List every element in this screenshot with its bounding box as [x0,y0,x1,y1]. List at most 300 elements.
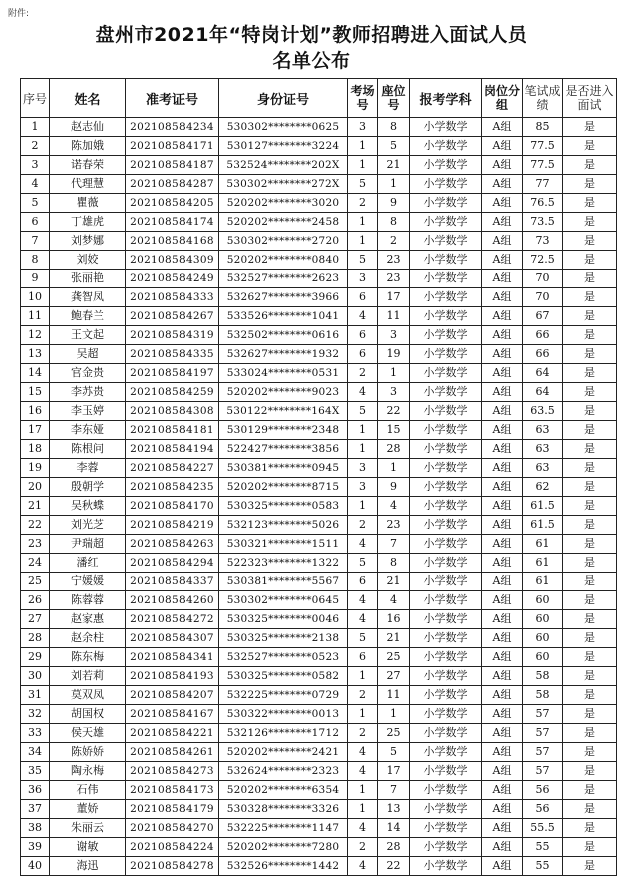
cell-score: 64 [523,364,563,383]
cell-seat: 25 [378,648,410,667]
cell-score: 57 [523,705,563,724]
cell-seat: 17 [378,761,410,780]
cell-interview: 是 [563,345,617,364]
cell-score: 72.5 [523,250,563,269]
table-row [21,212,617,231]
cell-score: 67 [523,307,563,326]
cell-group: A组 [482,458,523,477]
cell-id-no: 520202********3020 [219,193,348,212]
cell-seat: 5 [378,136,410,155]
cell-name: 张丽艳 [50,269,126,288]
cell-subject: 小学数学 [410,136,482,155]
cell-group: A组 [482,534,523,553]
cell-score: 58 [523,667,563,686]
cell-name: 龚智凤 [50,288,126,307]
cell-exam-no: 202108584319 [126,326,219,345]
cell-id-no: 530381********0945 [219,458,348,477]
cell-seq: 30 [21,667,50,686]
cell-room: 4 [348,591,378,610]
cell-seq: 7 [21,231,50,250]
cell-id-no: 532123********5026 [219,515,348,534]
cell-seq: 15 [21,383,50,402]
table-row [21,288,617,307]
header-id-no: 身份证号 [219,79,348,118]
cell-group: A组 [482,629,523,648]
cell-seat: 9 [378,193,410,212]
cell-subject: 小学数学 [410,780,482,799]
cell-exam-no: 202108584335 [126,345,219,364]
cell-name: 吴秋蝶 [50,496,126,515]
cell-exam-no: 202108584167 [126,705,219,724]
table-row [21,837,617,856]
header-interview: 是否进入面试 [563,79,617,118]
cell-group: A组 [482,742,523,761]
cell-interview: 是 [563,572,617,591]
cell-room: 3 [348,269,378,288]
cell-group: A组 [482,250,523,269]
cell-seq: 40 [21,856,50,875]
cell-subject: 小学数学 [410,742,482,761]
cell-group: A组 [482,118,523,137]
cell-subject: 小学数学 [410,269,482,288]
header-score: 笔试成绩 [523,79,563,118]
cell-subject: 小学数学 [410,155,482,174]
table-row [21,856,617,875]
cell-seq: 38 [21,818,50,837]
cell-seat: 19 [378,345,410,364]
cell-subject: 小学数学 [410,364,482,383]
cell-interview: 是 [563,402,617,421]
cell-name: 刘姣 [50,250,126,269]
cell-interview: 是 [563,724,617,743]
cell-group: A组 [482,837,523,856]
cell-interview: 是 [563,118,617,137]
cell-seat: 25 [378,724,410,743]
header-room: 考场号 [348,79,378,118]
cell-name: 陈娇娇 [50,742,126,761]
table-row [21,231,617,250]
cell-seq: 4 [21,174,50,193]
cell-room: 2 [348,837,378,856]
cell-score: 61.5 [523,496,563,515]
cell-room: 3 [348,458,378,477]
cell-score: 63 [523,439,563,458]
cell-name: 陈蓉蓉 [50,591,126,610]
cell-score: 60 [523,591,563,610]
cell-interview: 是 [563,648,617,667]
cell-seq: 32 [21,705,50,724]
cell-exam-no: 202108584249 [126,269,219,288]
cell-seq: 11 [21,307,50,326]
cell-seq: 12 [21,326,50,345]
cell-seq: 34 [21,742,50,761]
cell-interview: 是 [563,553,617,572]
cell-id-no: 530322********0013 [219,705,348,724]
cell-id-no: 532627********1932 [219,345,348,364]
cell-room: 5 [348,402,378,421]
cell-subject: 小学数学 [410,648,482,667]
cell-id-no: 532225********1147 [219,818,348,837]
cell-subject: 小学数学 [410,856,482,875]
cell-name: 谢敏 [50,837,126,856]
cell-group: A组 [482,667,523,686]
cell-seq: 5 [21,193,50,212]
cell-score: 60 [523,629,563,648]
cell-interview: 是 [563,742,617,761]
cell-name: 官金贵 [50,364,126,383]
cell-room: 1 [348,439,378,458]
cell-seat: 22 [378,856,410,875]
cell-exam-no: 202108584307 [126,629,219,648]
cell-room: 3 [348,477,378,496]
cell-score: 55.5 [523,818,563,837]
cell-score: 66 [523,326,563,345]
cell-subject: 小学数学 [410,174,482,193]
table-row [21,780,617,799]
cell-name: 董娇 [50,799,126,818]
table-row [21,686,617,705]
table-row [21,345,617,364]
table-row [21,667,617,686]
cell-name: 侯天雄 [50,724,126,743]
cell-subject: 小学数学 [410,724,482,743]
cell-subject: 小学数学 [410,761,482,780]
cell-interview: 是 [563,326,617,345]
cell-score: 61.5 [523,515,563,534]
cell-seat: 1 [378,458,410,477]
cell-exam-no: 202108584261 [126,742,219,761]
table-row [21,421,617,440]
cell-name: 赵余柱 [50,629,126,648]
cell-seq: 18 [21,439,50,458]
cell-name: 丁雄虎 [50,212,126,231]
cell-room: 5 [348,174,378,193]
cell-id-no: 532126********1712 [219,724,348,743]
cell-subject: 小学数学 [410,250,482,269]
cell-id-no: 533024********0531 [219,364,348,383]
table-row [21,761,617,780]
cell-room: 1 [348,799,378,818]
cell-name: 李玉婷 [50,402,126,421]
cell-subject: 小学数学 [410,326,482,345]
cell-score: 77.5 [523,155,563,174]
cell-group: A组 [482,307,523,326]
cell-score: 73.5 [523,212,563,231]
cell-subject: 小学数学 [410,421,482,440]
cell-exam-no: 202108584270 [126,818,219,837]
cell-interview: 是 [563,307,617,326]
cell-seat: 4 [378,591,410,610]
cell-interview: 是 [563,591,617,610]
cell-interview: 是 [563,155,617,174]
cell-interview: 是 [563,515,617,534]
cell-name: 李东娅 [50,421,126,440]
cell-group: A组 [482,364,523,383]
cell-group: A组 [482,686,523,705]
cell-subject: 小学数学 [410,799,482,818]
table-row [21,383,617,402]
table-row [21,118,617,137]
cell-exam-no: 202108584187 [126,155,219,174]
cell-subject: 小学数学 [410,667,482,686]
cell-id-no: 520202********6354 [219,780,348,799]
cell-name: 代理慧 [50,174,126,193]
cell-name: 王文起 [50,326,126,345]
cell-id-no: 520202********8715 [219,477,348,496]
table-row [21,307,617,326]
cell-exam-no: 202108584273 [126,761,219,780]
table-row [21,648,617,667]
cell-subject: 小学数学 [410,553,482,572]
cell-exam-no: 202108584309 [126,250,219,269]
table-row [21,250,617,269]
cell-seat: 13 [378,799,410,818]
cell-id-no: 520202********7280 [219,837,348,856]
cell-id-no: 530381********5567 [219,572,348,591]
cell-seq: 3 [21,155,50,174]
cell-group: A组 [482,155,523,174]
cell-seat: 9 [378,477,410,496]
cell-seat: 23 [378,515,410,534]
cell-seq: 21 [21,496,50,515]
table-row [21,515,617,534]
cell-subject: 小学数学 [410,383,482,402]
cell-group: A组 [482,799,523,818]
cell-exam-no: 202108584272 [126,610,219,629]
cell-exam-no: 202108584267 [126,307,219,326]
cell-id-no: 520202********9023 [219,383,348,402]
cell-score: 60 [523,610,563,629]
cell-group: A组 [482,610,523,629]
table-row [21,742,617,761]
cell-interview: 是 [563,364,617,383]
cell-group: A组 [482,761,523,780]
cell-exam-no: 202108584171 [126,136,219,155]
cell-subject: 小学数学 [410,705,482,724]
cell-exam-no: 202108584227 [126,458,219,477]
cell-interview: 是 [563,477,617,496]
cell-interview: 是 [563,818,617,837]
cell-seq: 36 [21,780,50,799]
cell-room: 1 [348,780,378,799]
cell-seq: 25 [21,572,50,591]
cell-group: A组 [482,572,523,591]
cell-subject: 小学数学 [410,307,482,326]
cell-score: 58 [523,686,563,705]
cell-name: 殷朝学 [50,477,126,496]
cell-id-no: 532225********0729 [219,686,348,705]
table-row [21,458,617,477]
cell-room: 1 [348,705,378,724]
cell-name: 刘光芝 [50,515,126,534]
cell-seat: 7 [378,534,410,553]
cell-score: 66 [523,345,563,364]
cell-room: 6 [348,326,378,345]
cell-score: 63 [523,458,563,477]
cell-interview: 是 [563,761,617,780]
cell-seat: 17 [378,288,410,307]
cell-seat: 11 [378,307,410,326]
cell-exam-no: 202108584197 [126,364,219,383]
cell-seq: 22 [21,515,50,534]
table-row [21,724,617,743]
cell-group: A组 [482,345,523,364]
cell-group: A组 [482,136,523,155]
cell-group: A组 [482,174,523,193]
cell-score: 57 [523,761,563,780]
cell-seat: 8 [378,553,410,572]
table-row [21,534,617,553]
cell-subject: 小学数学 [410,572,482,591]
cell-exam-no: 202108584260 [126,591,219,610]
cell-room: 1 [348,667,378,686]
header-group: 岗位分组 [482,79,523,118]
cell-interview: 是 [563,496,617,515]
cell-group: A组 [482,591,523,610]
cell-seat: 21 [378,155,410,174]
cell-score: 61 [523,553,563,572]
cell-seat: 28 [378,837,410,856]
cell-subject: 小学数学 [410,288,482,307]
cell-seq: 33 [21,724,50,743]
cell-group: A组 [482,705,523,724]
cell-room: 4 [348,307,378,326]
cell-id-no: 533526********1041 [219,307,348,326]
cell-interview: 是 [563,799,617,818]
cell-seq: 26 [21,591,50,610]
cell-score: 61 [523,572,563,591]
page-title: 盘州市2021年“特岗计划”教师招聘进入面试人员 [95,24,528,46]
cell-exam-no: 202108584263 [126,534,219,553]
cell-name: 李苏贵 [50,383,126,402]
cell-group: A组 [482,439,523,458]
cell-seq: 37 [21,799,50,818]
cell-name: 陶永梅 [50,761,126,780]
cell-interview: 是 [563,421,617,440]
cell-seq: 31 [21,686,50,705]
cell-seq: 16 [21,402,50,421]
table-row [21,553,617,572]
cell-subject: 小学数学 [410,193,482,212]
cell-interview: 是 [563,686,617,705]
table-row [21,364,617,383]
table-row [21,477,617,496]
cell-id-no: 530302********0625 [219,118,348,137]
cell-subject: 小学数学 [410,496,482,515]
cell-exam-no: 202108584294 [126,553,219,572]
cell-score: 77.5 [523,136,563,155]
cell-score: 55 [523,856,563,875]
cell-group: A组 [482,193,523,212]
cell-id-no: 530325********0582 [219,667,348,686]
table-row [21,496,617,515]
cell-exam-no: 202108584341 [126,648,219,667]
cell-interview: 是 [563,250,617,269]
header-exam-no: 准考证号 [126,79,219,118]
cell-interview: 是 [563,136,617,155]
cell-exam-no: 202108584337 [126,572,219,591]
cell-id-no: 530302********2720 [219,231,348,250]
cell-subject: 小学数学 [410,686,482,705]
cell-room: 2 [348,193,378,212]
cell-name: 诺春荣 [50,155,126,174]
cell-name: 陈加娥 [50,136,126,155]
cell-id-no: 530325********0046 [219,610,348,629]
cell-score: 73 [523,231,563,250]
cell-group: A组 [482,496,523,515]
cell-seq: 35 [21,761,50,780]
cell-score: 55 [523,837,563,856]
cell-interview: 是 [563,231,617,250]
table-header-row [21,79,617,118]
cell-seat: 1 [378,364,410,383]
cell-id-no: 532524********202X [219,155,348,174]
cell-name: 胡国权 [50,705,126,724]
cell-exam-no: 202108584287 [126,174,219,193]
cell-name: 莫双凤 [50,686,126,705]
cell-seq: 24 [21,553,50,572]
cell-score: 62 [523,477,563,496]
cell-seq: 14 [21,364,50,383]
cell-room: 4 [348,818,378,837]
cell-score: 64 [523,383,563,402]
cell-id-no: 530122********164X [219,402,348,421]
cell-seq: 23 [21,534,50,553]
cell-group: A组 [482,818,523,837]
cell-exam-no: 202108584174 [126,212,219,231]
cell-interview: 是 [563,856,617,875]
cell-room: 1 [348,155,378,174]
cell-room: 4 [348,383,378,402]
cell-subject: 小学数学 [410,231,482,250]
cell-score: 60 [523,648,563,667]
cell-group: A组 [482,553,523,572]
cell-group: A组 [482,402,523,421]
cell-seat: 27 [378,667,410,686]
cell-id-no: 520202********2421 [219,742,348,761]
cell-room: 4 [348,534,378,553]
cell-exam-no: 202108584193 [126,667,219,686]
cell-score: 77 [523,174,563,193]
cell-id-no: 520202********2458 [219,212,348,231]
cell-interview: 是 [563,174,617,193]
cell-seq: 27 [21,610,50,629]
cell-seq: 29 [21,648,50,667]
cell-room: 5 [348,629,378,648]
cell-room: 1 [348,496,378,515]
cell-room: 2 [348,686,378,705]
cell-group: A组 [482,326,523,345]
cell-interview: 是 [563,629,617,648]
cell-subject: 小学数学 [410,458,482,477]
cell-subject: 小学数学 [410,818,482,837]
cell-room: 4 [348,761,378,780]
cell-interview: 是 [563,705,617,724]
cell-seat: 22 [378,402,410,421]
cell-name: 潘红 [50,553,126,572]
cell-group: A组 [482,477,523,496]
cell-seq: 2 [21,136,50,155]
cell-exam-no: 202108584278 [126,856,219,875]
cell-room: 6 [348,345,378,364]
cell-seat: 21 [378,629,410,648]
cell-room: 4 [348,856,378,875]
cell-interview: 是 [563,534,617,553]
cell-exam-no: 202108584333 [126,288,219,307]
cell-id-no: 532502********0616 [219,326,348,345]
cell-name: 吴超 [50,345,126,364]
cell-name: 海迅 [50,856,126,875]
